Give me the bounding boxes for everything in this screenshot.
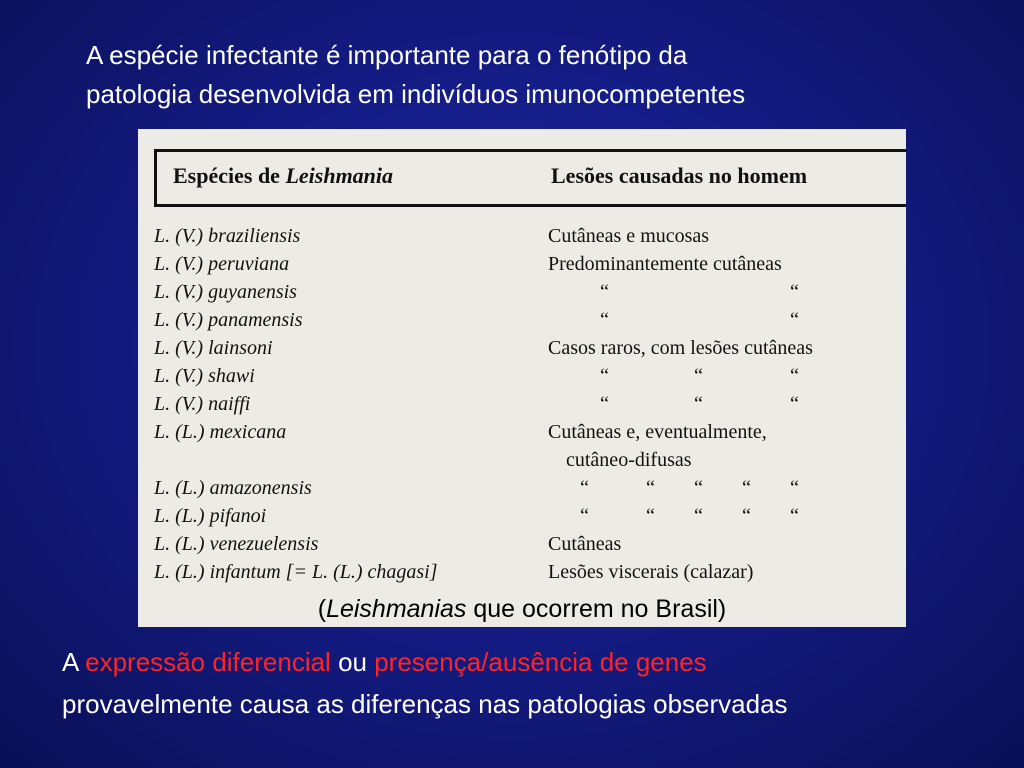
table-header (154, 149, 906, 207)
species-name: L. (V.) naiffi (154, 393, 251, 415)
table-row (138, 533, 906, 561)
conclusion-text (62, 641, 1012, 725)
species-name: L. (V.) peruviana (154, 253, 290, 275)
lesion-text: Lesões viscerais (calazar) (548, 561, 754, 583)
conclusion-or: ou (330, 647, 375, 677)
table-row (138, 281, 906, 309)
table-row (138, 449, 906, 477)
table-row (138, 393, 906, 421)
header-species (173, 163, 393, 189)
species-name: L. (V.) shawi (154, 365, 255, 387)
lesion-text: Predominantemente cutâneas (548, 253, 782, 275)
conclusion-line-2: provavelmente causa as diferenças nas patologias observadas (62, 689, 788, 719)
table-caption (138, 595, 906, 624)
table-row (138, 505, 906, 533)
title-line-2: patologia desenvolvida em indivíduos imunocompetentes (86, 79, 746, 109)
highlight-expression: expressão diferencial (85, 647, 331, 677)
table-row (138, 561, 906, 589)
ditto-mark: “ (790, 365, 799, 387)
conclusion-line-1 (62, 641, 1012, 683)
header-lesions: Lesões causadas no homem (551, 163, 808, 188)
species-name: L. (V.) braziliensis (154, 225, 301, 247)
lesion-text: Cutâneas (548, 533, 622, 555)
species-name: L. (V.) panamensis (154, 309, 303, 331)
lesion-text: Cutâneas e, eventualmente, (548, 421, 767, 443)
caption-italic: Leishmanias (326, 595, 467, 623)
title-line-1: A espécie infectante é importante para o fenótipo da (86, 40, 688, 70)
ditto-mark: “ (646, 477, 655, 499)
species-name: L. (L.) mexicana (154, 421, 287, 443)
conclusion-a: A (62, 647, 86, 677)
species-name: L. (L.) pifanoi (154, 505, 267, 527)
ditto-mark: “ (694, 365, 703, 387)
table-row (138, 309, 906, 337)
ditto-mark: “ (600, 309, 609, 331)
ditto-mark: “ (600, 393, 609, 415)
species-name: L. (V.) lainsoni (154, 337, 273, 359)
ditto-mark: “ (600, 365, 609, 387)
ditto-mark: “ (790, 281, 799, 303)
ditto-mark: “ (790, 477, 799, 499)
species-name: L. (L.) amazonensis (154, 477, 312, 499)
slide-title (86, 36, 986, 114)
caption-open: ( (317, 595, 327, 623)
lesion-text: cutâneo-difusas (566, 449, 692, 471)
ditto-mark: “ (742, 477, 751, 499)
ditto-mark: “ (600, 281, 609, 303)
species-name: L. (L.) venezuelensis (154, 533, 319, 555)
caption-rest: que ocorrem no Brasil) (466, 595, 727, 623)
table-row (138, 225, 906, 253)
table-row (138, 337, 906, 365)
ditto-mark: “ (790, 505, 799, 527)
table-row (138, 477, 906, 505)
ditto-mark: “ (646, 505, 655, 527)
header-species-prefix: Espécies de (173, 163, 286, 188)
ditto-mark: “ (694, 477, 703, 499)
table-row (138, 421, 906, 449)
table-row (138, 365, 906, 393)
lesion-text: Cutâneas e mucosas (548, 225, 710, 247)
ditto-mark: “ (694, 393, 703, 415)
header-species-genus: Leishmania (285, 163, 394, 188)
lesion-text: Casos raros, com lesões cutâneas (548, 337, 813, 359)
ditto-mark: “ (694, 505, 703, 527)
ditto-mark: “ (742, 505, 751, 527)
species-name: L. (V.) guyanensis (154, 281, 297, 303)
ditto-mark: “ (790, 309, 799, 331)
ditto-mark: “ (580, 477, 589, 499)
species-name: L. (L.) infantum [= L. (L.) chagasi] (154, 561, 438, 583)
ditto-mark: “ (580, 505, 589, 527)
highlight-presence: presença/ausência de genes (374, 647, 707, 677)
table-row (138, 253, 906, 281)
scanned-table-image (138, 129, 906, 627)
ditto-mark: “ (790, 393, 799, 415)
